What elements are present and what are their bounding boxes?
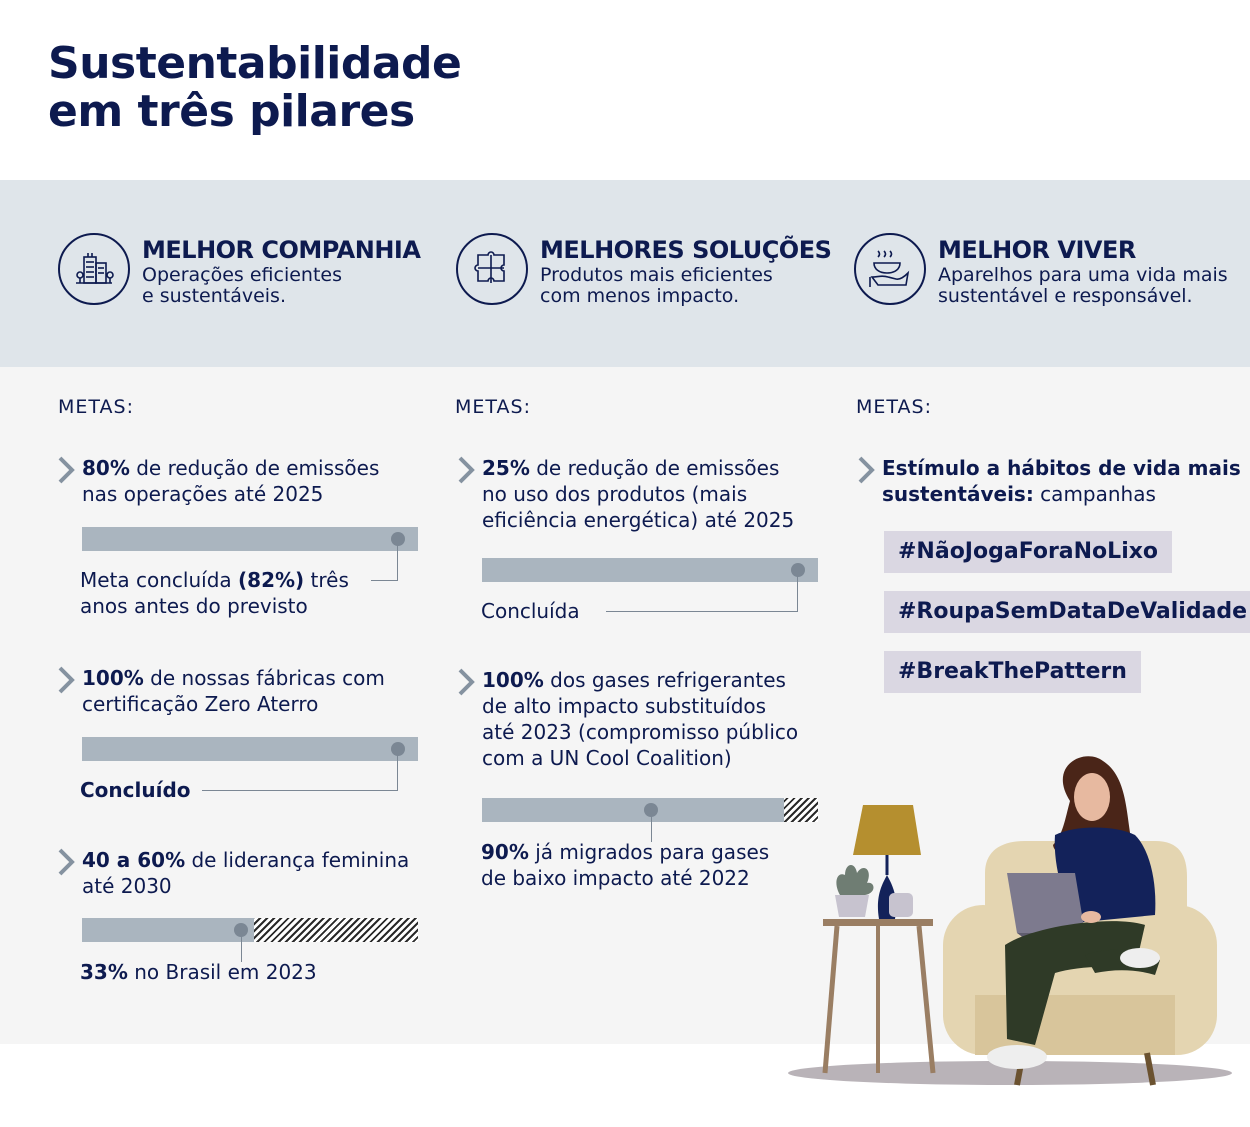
status-text: no Brasil em 2023 [127, 960, 317, 984]
goal-value: 100% [482, 668, 544, 692]
goal-text: de nossas fábricas com [143, 666, 385, 690]
pillar-melhor-companhia [58, 233, 420, 307]
goal-value: sustentáveis: [882, 482, 1034, 506]
chevron-right-icon [856, 455, 878, 485]
goal-female-leadership [56, 847, 409, 899]
pillar-subtitle-line-2: e sustentáveis. [142, 285, 286, 307]
leader-line [606, 570, 798, 612]
hashtag-campaign: #RoupaSemDataDeValidade [884, 591, 1250, 633]
goal-status: Concluída [481, 599, 580, 623]
goal-text-line-2: no uso dos produtos (mais [482, 482, 748, 506]
progress-fill [482, 798, 784, 822]
goal-value: 100% [82, 666, 144, 690]
metas-label: METAS: [856, 396, 932, 418]
goal-text-line-2: nas operações até 2025 [82, 482, 324, 506]
pillar-title: MELHOR VIVER [938, 236, 1136, 264]
woman-on-armchair-illustration [785, 755, 1235, 1095]
pillar-subtitle-line-2: sustentável e responsável. [938, 285, 1193, 307]
goal-status [80, 567, 349, 619]
chevron-right-icon [56, 847, 78, 877]
puzzle-icon [456, 233, 528, 305]
status-text-line-2: de baixo impacto até 2022 [481, 866, 750, 890]
pillar-title: MELHOR COMPANHIA [142, 236, 421, 264]
status-text-line-2: anos antes do previsto [80, 594, 308, 618]
goal-text-line-3: eficiência energética) até 2025 [482, 508, 795, 532]
goal-value: 40 a 60% [82, 848, 186, 872]
status-value: (82%) [238, 568, 305, 592]
goal-text-line-4: com a UN Cool Coalition) [482, 746, 732, 770]
metas-label: METAS: [58, 396, 134, 418]
pillar-melhores-solucoes [456, 233, 831, 307]
goal-emissions-operations [56, 455, 379, 507]
goal-value: 80% [82, 456, 130, 480]
page-title [48, 40, 461, 136]
goal-value: 25% [482, 456, 530, 480]
goal-text: de liderança feminina [185, 848, 410, 872]
buildings-icon [58, 233, 130, 305]
hand-bowl-icon [854, 233, 926, 305]
goal-text: de redução de emissões [529, 456, 780, 480]
leader-line [241, 930, 242, 962]
goal-status [481, 839, 769, 891]
page-title-line-1: Sustentabilidade [48, 38, 462, 89]
pillar-melhor-viver [854, 233, 1228, 307]
goal-text-line-3: até 2023 (compromisso público [482, 720, 799, 744]
chevron-right-icon [56, 665, 78, 695]
goal-zero-landfill [56, 665, 385, 717]
goal-text-line-2: certificação Zero Aterro [82, 692, 319, 716]
status-value: 33% [80, 960, 128, 984]
status-text: três [304, 568, 349, 592]
progress-bar [82, 527, 418, 551]
metas-label: METAS: [455, 396, 531, 418]
chevron-right-icon [456, 455, 478, 485]
goal-text: de redução de emissões [129, 456, 380, 480]
pillar-subtitle-line-1: Produtos mais eficientes [540, 264, 773, 286]
goal-status [80, 959, 317, 985]
goal-text: campanhas [1033, 482, 1156, 506]
pillar-title: MELHORES SOLUÇÕES [540, 236, 832, 264]
status-value: 90% [481, 840, 529, 864]
status-text: já migrados para gases [528, 840, 770, 864]
hashtag-campaign: #BreakThePattern [884, 651, 1141, 693]
goal-text-line-2: até 2030 [82, 874, 172, 898]
hashtag-campaign: #NãoJogaForaNoLixo [884, 531, 1172, 573]
pillar-subtitle-line-1: Operações eficientes [142, 264, 343, 286]
goal-status: Concluído [80, 778, 191, 802]
leader-line [651, 810, 652, 842]
progress-fill [82, 918, 254, 942]
pillar-subtitle-line-2: com menos impacto. [540, 285, 740, 307]
goal-sustainable-habits [856, 455, 1241, 507]
goal-emissions-products [456, 455, 794, 533]
leader-line [202, 749, 398, 791]
goal-value: Estímulo a hábitos de vida mais [882, 456, 1241, 480]
progress-bar [82, 918, 418, 942]
chevron-right-icon [56, 455, 78, 485]
goal-refrigerant-gases [456, 667, 798, 771]
status-text: Meta concluída [80, 568, 239, 592]
pillar-subtitle-line-1: Aparelhos para uma vida mais [938, 264, 1228, 286]
chevron-right-icon [456, 667, 478, 697]
leader-line [371, 539, 398, 581]
goal-text-line-2: de alto impacto substituídos [482, 694, 767, 718]
page-title-line-2: em três pilares [48, 86, 415, 137]
goal-text: dos gases refrigerantes [543, 668, 786, 692]
